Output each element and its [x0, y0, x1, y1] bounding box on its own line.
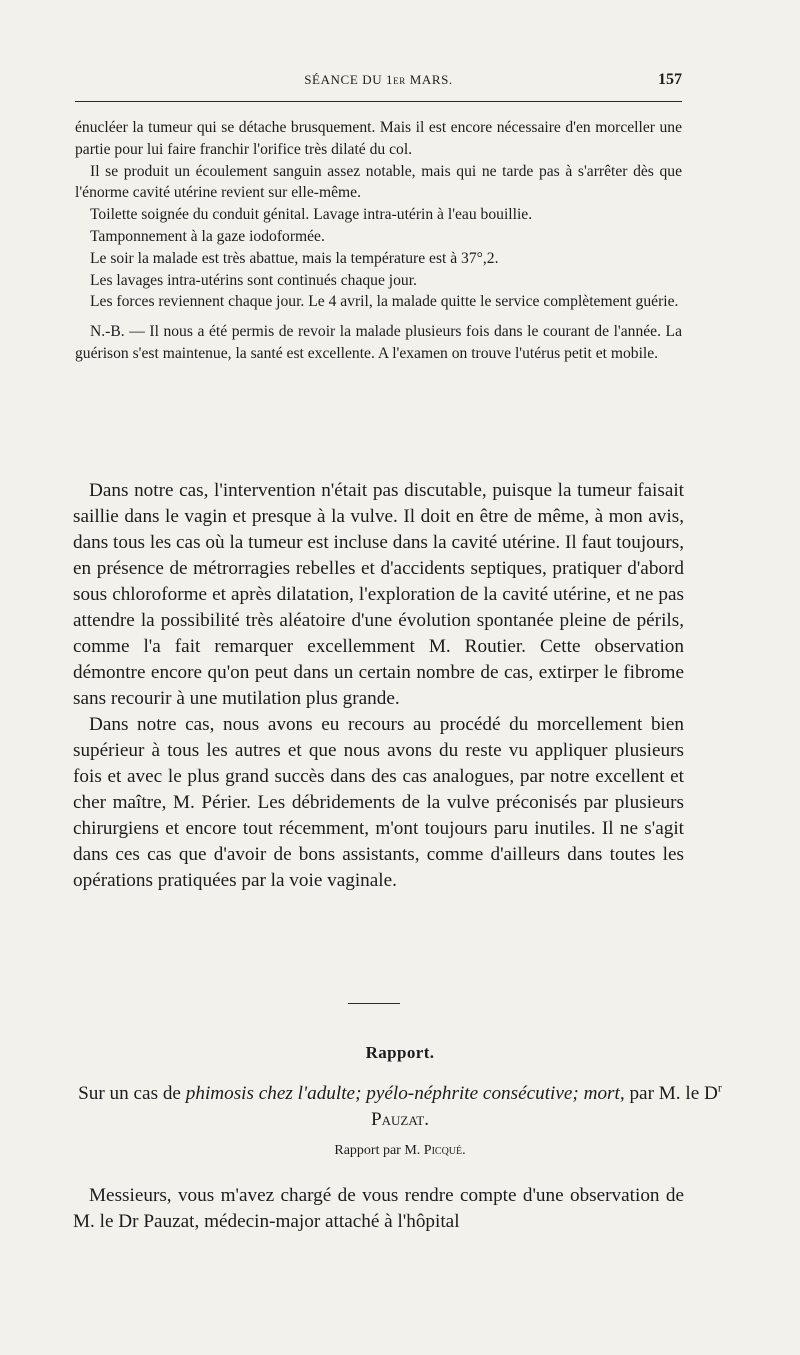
nota-bene-paragraph: N.-B. — Il nous a été permis de revoir la malade plusieurs fois dans le courant de l'année. La guérison s'est maintenue, la santé est excellente. A l'examen on trouve l'utérus petit et mobile. — [75, 323, 682, 362]
case-note-paragraph: Le soir la malade est très abattue, mais la température est à 37°,2. — [90, 249, 499, 267]
section-separator — [348, 1003, 400, 1004]
running-header — [75, 72, 682, 96]
running-title: SÉANCE DU 1er MARS. — [304, 72, 453, 87]
case-note-paragraph: Il se produit un écoulement sanguin assez notable, mais qui ne tarde pas à s'arrêter dès que l'énorme cavité utérine revient sur elle-même. — [75, 162, 682, 202]
discussion — [73, 478, 684, 894]
report-opening-paragraph: Messieurs, vous m'avez chargé de vous rendre compte d'une observation de M. le Dr Pauzat, médecin-major attaché à l'hôpital — [73, 1185, 684, 1232]
report-byline — [0, 1143, 800, 1159]
report-heading: Rapport. — [365, 1043, 435, 1062]
case-note-paragraph: Tamponnement à la gaze iodoformée. — [90, 227, 325, 245]
discussion-paragraph: Dans notre cas, nous avons eu recours au procédé du morcellement bien supérieur à tous les autres et que nous avons du reste vu appliquer plusieurs fois et avec le plus grand succès dans des cas analogues, par notre excellent et cher maître, M. Périer. Les débridements de la vulve préconisés par plusieurs chirurgiens et encore tout récemment, m'ont toujours paru inutiles. Il ne s'agit dans ces cas que d'avoir de bons assistants, comme d'ailleurs dans toutes les opérations pratiquées par la voie vaginale. — [73, 714, 684, 891]
case-note-paragraph: énucléer la tumeur qui se détache brusquement. Mais il est encore nécessaire d'en morceller une partie pour lui faire franchir l'orifice très dilaté du col. — [75, 119, 682, 158]
case-note-paragraph: Toilette soignée du conduit génital. Lavage intra-utérin à l'eau bouillie. — [90, 206, 533, 224]
subtitle-sup: r — [717, 1080, 722, 1095]
case-note-paragraph: Les lavages intra-utérins sont continués chaque jour. — [90, 271, 417, 289]
subtitle-italic: phimosis chez l'adulte; pyélo-néphrite consécutive; mort, — [185, 1083, 625, 1104]
report-subtitle — [60, 1081, 740, 1133]
header-rule — [75, 101, 682, 102]
report-body — [73, 1183, 684, 1235]
subtitle-prefix: Sur un cas de — [78, 1083, 186, 1104]
byline-author: Picqué. — [423, 1143, 466, 1158]
case-notes — [75, 117, 682, 365]
subtitle-suffix: par M. le D — [624, 1083, 718, 1104]
case-note-paragraph: Les forces reviennent chaque jour. Le 4 avril, la malade quitte le service complètement guérie. — [90, 293, 679, 311]
discussion-paragraph: Dans notre cas, l'intervention n'était pas discutable, puisque la tumeur faisait saillie dans le vagin et presque à la vulve. Il doit en être de même, à mon avis, dans tous les cas où la tumeur est incluse dans la cavité utérine. Il faut toujours, en présence de métrorragies rebelles et d'accidents septiques, pratiquer d'abord sous chloroforme et après dilatation, l'exploration de la cavité utérine, et ne pas attendre la possibilité très aléatoire d'une évolution spontanée pleine de périls, comme l'a fait remarquer excellemment M. Routier. Cette observation démontre encore qu'on peut dans un certain nombre de cas, extirper le fibrome sans recourir à une mutilation plus grande. — [73, 480, 684, 709]
subtitle-author: Pauzat. — [370, 1109, 430, 1130]
byline-prefix: Rapport par M. — [334, 1143, 424, 1158]
page-number: 157 — [658, 71, 682, 88]
